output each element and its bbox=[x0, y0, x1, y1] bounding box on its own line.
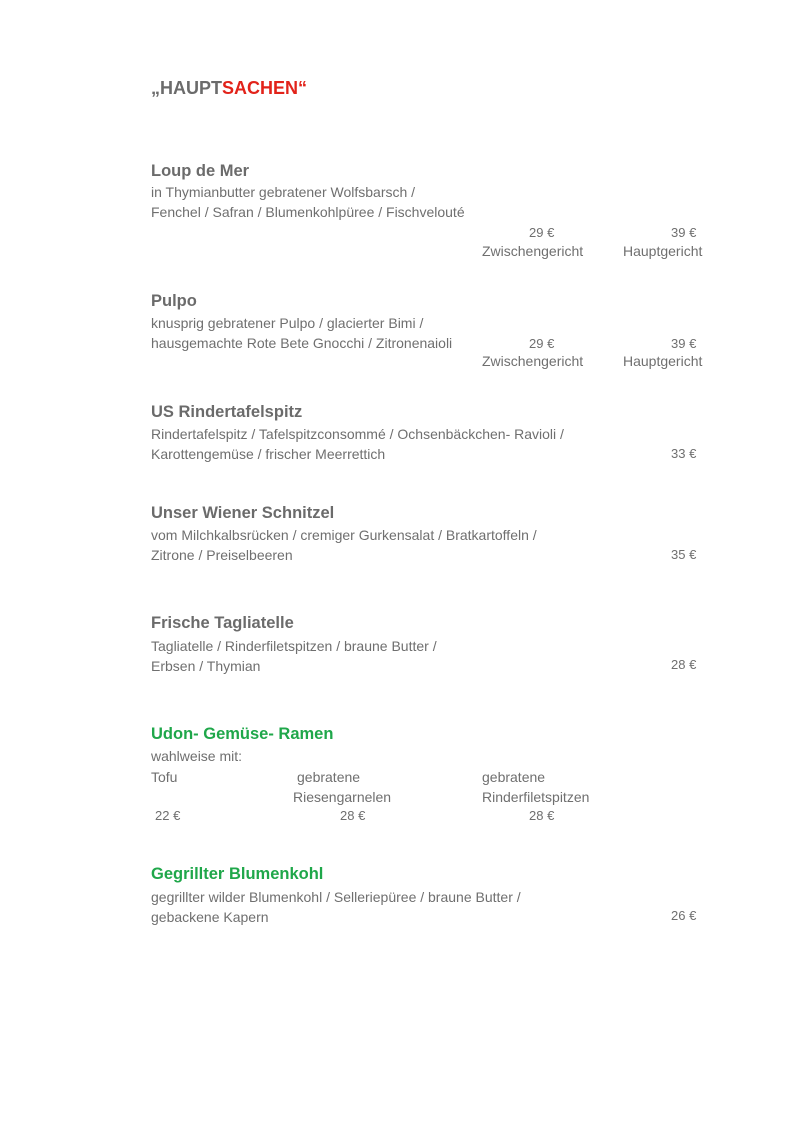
label-starter: Zwischengericht bbox=[482, 243, 584, 259]
dish-name: Udon- Gemüse- Ramen bbox=[151, 725, 334, 743]
dish-desc-line: in Thymianbutter gebratener Wolfsbarsch / bbox=[151, 184, 416, 200]
option-garnelen-line1: gebratene bbox=[297, 769, 361, 785]
dish-desc-line: Tagliatelle / Rinderfiletspitzen / braune Butter / bbox=[151, 638, 437, 654]
dish-name: Loup de Mer bbox=[151, 162, 250, 180]
title-highlight: SACHEN“ bbox=[222, 78, 308, 98]
dish-desc-line: hausgemachte Rote Bete Gnocchi / Zitronenaioli bbox=[151, 335, 453, 351]
dish-name: US Rindertafelspitz bbox=[151, 403, 303, 421]
dish-desc-line: knusprig gebratener Pulpo / glacierter Bimi / bbox=[151, 315, 424, 331]
dish-desc-line: Rindertafelspitz / Tafelspitzconsommé / Ochsenbäckchen- Ravioli / bbox=[151, 426, 564, 442]
page-title bbox=[151, 78, 307, 99]
dish-desc-line: Karottengemüse / frischer Meerrettich bbox=[151, 446, 386, 462]
label-main: Hauptgericht bbox=[623, 243, 703, 259]
dish-name: Unser Wiener Schnitzel bbox=[151, 504, 335, 522]
price: 35 € bbox=[671, 547, 697, 562]
price: 33 € bbox=[671, 446, 697, 461]
ramen-intro: wahlweise mit: bbox=[151, 748, 243, 764]
dish-desc-line: Erbsen / Thymian bbox=[151, 658, 261, 674]
price: 28 € bbox=[671, 657, 697, 672]
label-starter: Zwischengericht bbox=[482, 353, 584, 369]
price-starter: 29 € bbox=[529, 225, 555, 240]
dish-desc-line: gegrillter wilder Blumenkohl / Selleriepüree / braune Butter / bbox=[151, 889, 521, 905]
dish-name: Frische Tagliatelle bbox=[151, 614, 294, 632]
dish-desc-line: Zitrone / Preiselbeeren bbox=[151, 547, 293, 563]
price-main: 39 € bbox=[671, 336, 697, 351]
price-starter: 29 € bbox=[529, 336, 555, 351]
title-prefix: „HAUPT bbox=[151, 78, 222, 98]
option-filet-line2: Rinderfiletspitzen bbox=[482, 789, 590, 805]
dish-desc-line: gebackene Kapern bbox=[151, 909, 269, 925]
price-filet: 28 € bbox=[529, 808, 555, 823]
label-main: Hauptgericht bbox=[623, 353, 703, 369]
price-main: 39 € bbox=[671, 225, 697, 240]
dish-desc-line: Fenchel / Safran / Blumenkohlpüree / Fischvelouté bbox=[151, 204, 465, 220]
dish-desc-line: vom Milchkalbsrücken / cremiger Gurkensalat / Bratkartoffeln / bbox=[151, 527, 537, 543]
price-garnelen: 28 € bbox=[340, 808, 366, 823]
dish-name: Pulpo bbox=[151, 292, 197, 310]
price: 26 € bbox=[671, 908, 697, 923]
option-filet-line1: gebratene bbox=[482, 769, 546, 785]
option-tofu: Tofu bbox=[151, 769, 178, 785]
price-tofu: 22 € bbox=[155, 808, 181, 823]
dish-name: Gegrillter Blumenkohl bbox=[151, 865, 324, 883]
option-garnelen-line2: Riesengarnelen bbox=[293, 789, 392, 805]
